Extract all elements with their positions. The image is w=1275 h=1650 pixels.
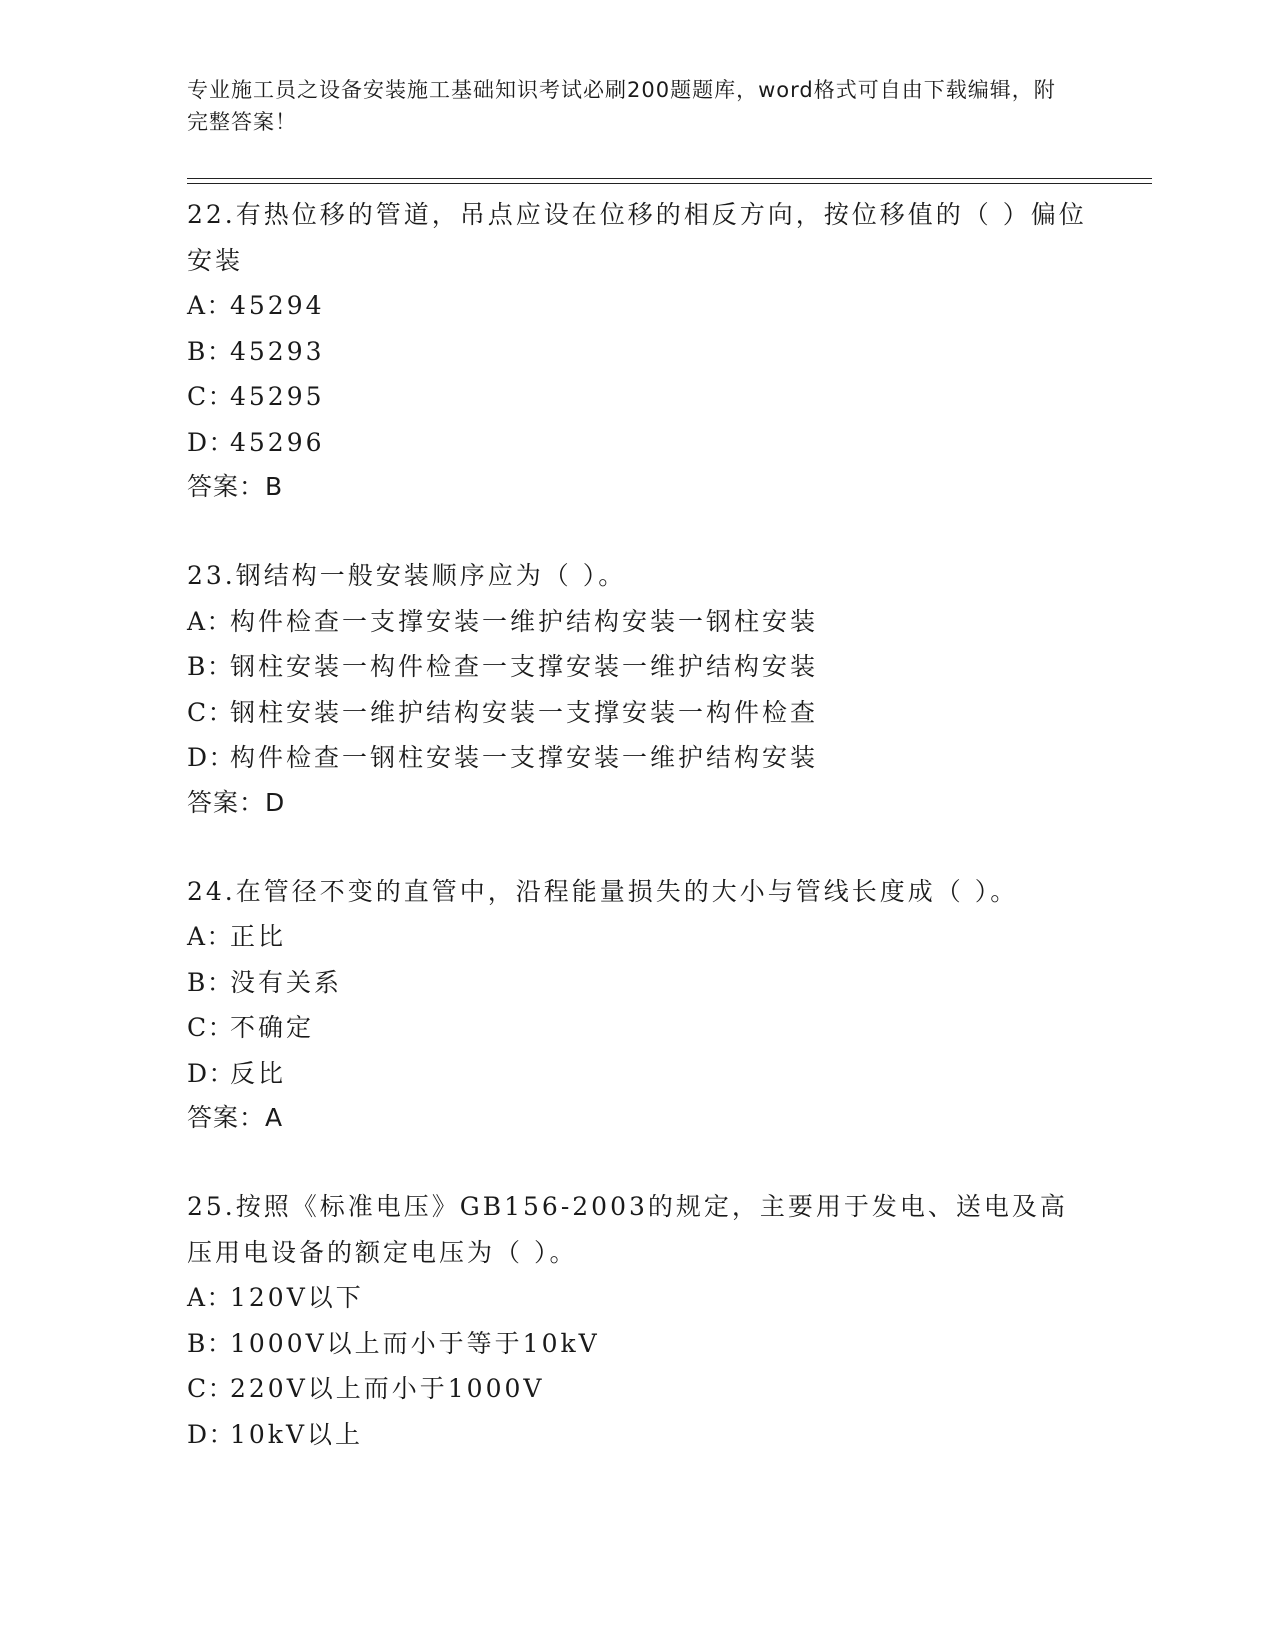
option-a [187, 283, 1087, 329]
answer-label: 答案： [187, 787, 266, 817]
option-key: C： [187, 382, 235, 411]
option-d [187, 1412, 1087, 1458]
option-a [187, 1275, 1087, 1321]
option-text: 45293 [230, 336, 325, 366]
option-text: 不确定 [230, 1013, 315, 1042]
answer-value: B [265, 472, 284, 501]
question-22 [187, 192, 1087, 509]
option-text: 反比 [230, 1058, 287, 1088]
answer-line [187, 781, 1087, 825]
option-d [187, 420, 1087, 466]
option-key: D： [187, 1058, 236, 1088]
answer-value: D [265, 787, 286, 817]
answer-label: 答案： [187, 1103, 266, 1132]
option-key: C： [187, 1374, 235, 1403]
option-key: C： [187, 1013, 235, 1042]
option-a [187, 914, 1087, 960]
option-c [187, 1005, 1087, 1051]
option-b [187, 1321, 1087, 1367]
option-text: 10kV以上 [230, 1419, 364, 1449]
question-stem: 25.按照《标准电压》GB156-2003的规定，主要用于发电、送电及高压用电设备的额定电压为（ ）。 [187, 1192, 1068, 1267]
option-key: A： [187, 922, 234, 951]
option-c [187, 374, 1087, 420]
option-text: 45294 [230, 291, 325, 320]
option-text: 220V以上而小于1000V [230, 1374, 545, 1403]
option-text: 120V以下 [230, 1283, 364, 1312]
answer-line [187, 1096, 1087, 1140]
answer-label: 答案： [187, 472, 266, 501]
answer-value: A [265, 1103, 284, 1132]
option-key: D： [187, 1419, 236, 1449]
option-text: 45296 [230, 427, 325, 457]
option-b [187, 644, 1087, 690]
option-text: 钢柱安装一构件检查一支撑安装一维护结构安装 [230, 652, 819, 681]
option-text: 钢柱安装一维护结构安装一支撑安装一构件检查 [230, 697, 819, 727]
option-text: 构件检查一钢柱安装一支撑安装一维护结构安装 [230, 743, 819, 772]
document-header: 专业施工员之设备安装施工基础知识考试必刷200题题库，word格式可自由下载编辑，附完整答案！ [187, 78, 1056, 134]
option-d [187, 1051, 1087, 1097]
answer-line [187, 465, 1087, 509]
option-b [187, 960, 1087, 1006]
question-stem: 24.在管径不变的直管中，沿程能量损失的大小与管线长度成（ ）。 [187, 876, 1019, 906]
option-a [187, 599, 1087, 645]
option-c [187, 690, 1087, 736]
option-text: 构件检查一支撑安装一维护结构安装一钢柱安装 [230, 606, 819, 636]
header-divider-bottom [187, 183, 1152, 184]
option-key: A： [187, 1283, 234, 1312]
question-stem: 23.钢结构一般安装顺序应为（ ）。 [187, 561, 627, 590]
option-b [187, 329, 1087, 375]
option-key: B： [187, 967, 234, 997]
header-divider-top [187, 178, 1152, 179]
question-24 [187, 869, 1087, 1141]
option-c [187, 1366, 1087, 1412]
option-text: 1000V以上而小于等于10kV [230, 1328, 600, 1358]
question-list [187, 192, 1087, 1457]
option-key: B： [187, 336, 234, 366]
option-key: B： [187, 652, 234, 681]
question-25 [187, 1184, 1087, 1457]
option-text: 45295 [230, 382, 325, 411]
option-key: A： [187, 606, 234, 636]
option-key: B： [187, 1328, 234, 1358]
option-text: 没有关系 [230, 967, 343, 997]
option-text: 正比 [230, 922, 287, 951]
question-stem: 22.有热位移的管道，吊点应设在位移的相反方向，按位移值的（ ）偏位安装 [187, 200, 1087, 275]
option-d [187, 735, 1087, 781]
option-key: D： [187, 743, 236, 772]
option-key: D： [187, 427, 236, 457]
option-key: A： [187, 291, 234, 320]
question-23 [187, 553, 1087, 825]
option-key: C： [187, 697, 235, 727]
